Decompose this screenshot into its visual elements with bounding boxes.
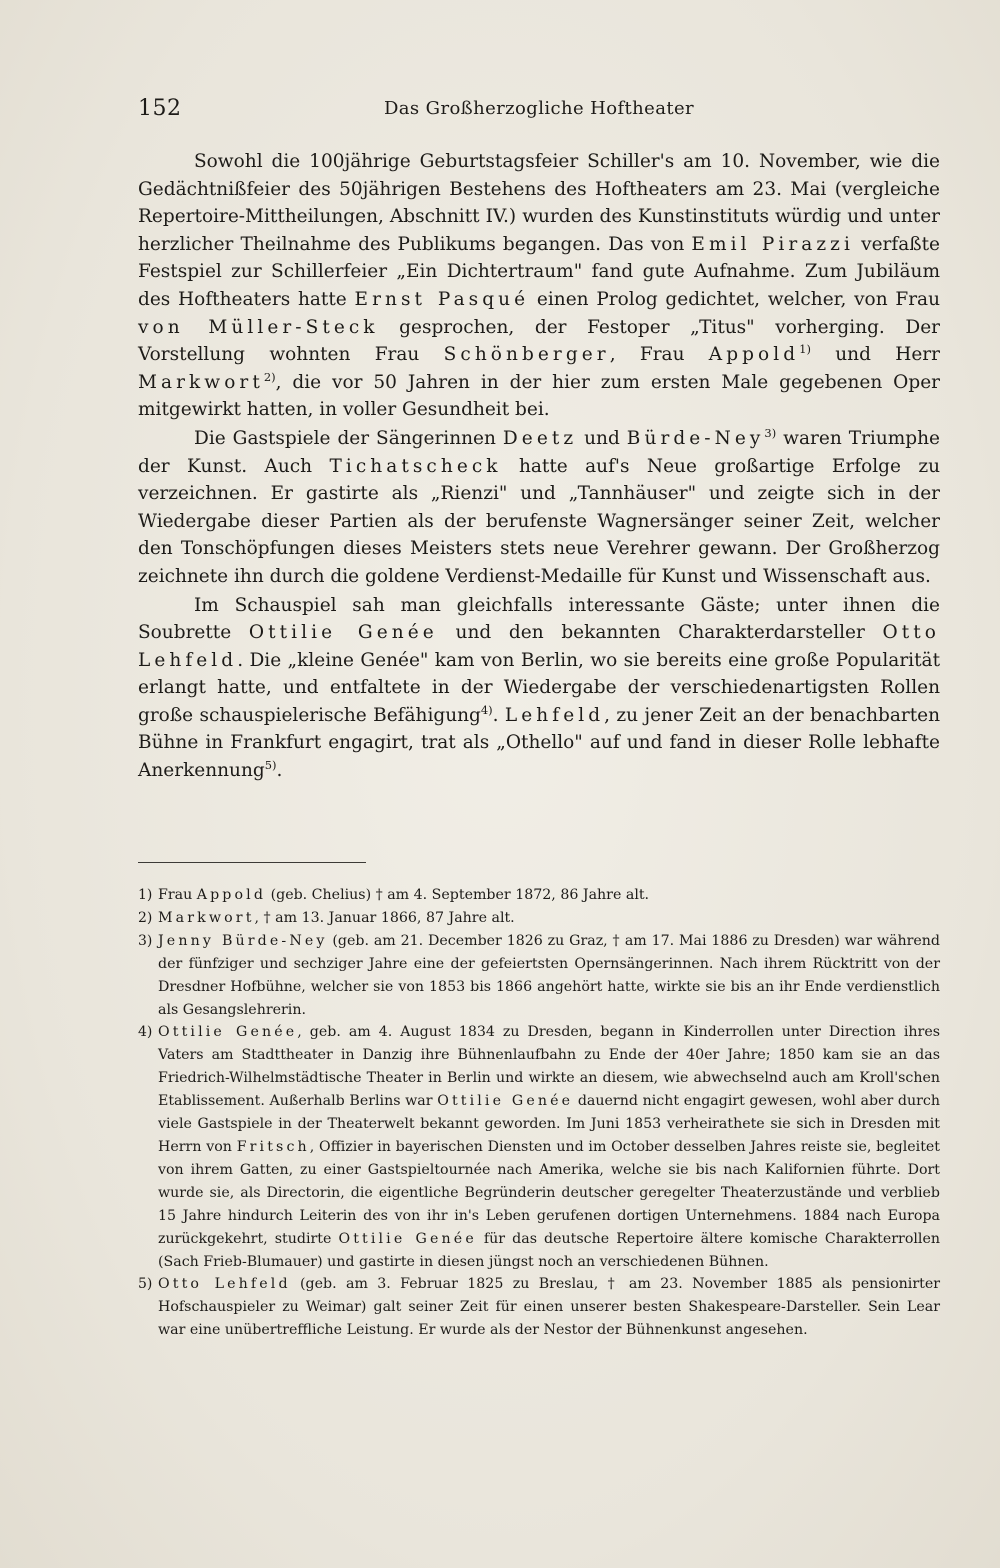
footnote-ref: 4) <box>480 702 493 717</box>
text-run: . <box>276 760 283 782</box>
text-run: Frau <box>158 887 197 903</box>
person-name: Fritsch <box>236 1138 310 1155</box>
footnote-mark: 2) <box>138 909 153 926</box>
text-run: und den bekannten Charakterdarsteller <box>437 622 883 644</box>
text-run: (geb. am 3. Februar 1825 zu Breslau, † am 23. November 1885 als pensionirter Hofschauspieler zu Weimar) galt seiner Zeit für einen unserer besten Shakespeare-Darsteller. Sein Lear war eine unübertreffliche Leistung. Er wurde als der Nestor der Bühnenkunst angesehen. <box>158 1276 941 1339</box>
text-run: verfaßte Festspiel zur Schillerfeier „Ein Dichtertraum" fand gute Aufnahme. Zum Jubiläum des Hoftheaters hatte <box>138 233 940 310</box>
footnote-divider <box>138 862 366 863</box>
text-run: waren Triumphe der Kunst. Auch <box>138 427 940 477</box>
footnote-mark: 4) <box>138 1024 153 1041</box>
person-name: Ottilie Genée <box>248 622 438 644</box>
person-name: Emil Pirazzi <box>691 233 854 255</box>
text-run: , † am 13. Januar 1866, 87 Jahre alt. <box>254 909 515 926</box>
person-name: Schönberger <box>443 344 610 366</box>
person-name: Ottilie Genée <box>338 1230 477 1247</box>
text-run: für das deutsche Repertoire ältere komische Charakterrollen (Sach Frieb-Blumauer) und gastirte in diesen jüngst noch an verschiedenen Bühnen. <box>158 1230 940 1270</box>
footnote-mark: 3) <box>138 932 153 949</box>
paragraph-1 <box>138 148 940 424</box>
footnote-ref: 2) <box>263 369 276 384</box>
footnote-ref: 3) <box>764 425 777 440</box>
text-run: (geb. am 21. December 1826 zu Graz, † am 17. Mai 1886 zu Dresden) war während der fünfziger und sechziger Jahre eine der gefeiertsten Opernsängerinnen. Nach ihrem Rücktritt von der Dresdner Hofbühne, welcher sie von 1853 bis 1866 angehört hatte, wirkte sie bis an ihr Ende verdienstlich als Gesangslehrerin. <box>158 932 940 1018</box>
text-run: (geb. Chelius) † am 4. September 1872, 86 Jahre alt. <box>266 887 650 903</box>
person-name: Bürde-Ney <box>626 427 765 449</box>
text-run: dauernd nicht engagirt gewesen, wohl aber durch viele Gastspiele in der Theaterwelt bekannt geworden. Im Juni 1853 verheirathete sie sich in Dresden mit Herrn von <box>158 1093 941 1155</box>
running-head <box>138 96 940 126</box>
footnote-ref: 1) <box>799 342 811 356</box>
footnote-ref: 5) <box>264 757 277 772</box>
text-run: Im Schauspiel sah man gleichfalls interessante Gäste; unter ihnen die Soubrette <box>138 594 940 644</box>
page-number: 152 <box>138 96 182 121</box>
footnote-mark: 5) <box>138 1276 153 1293</box>
text-run: , Frau <box>609 344 709 366</box>
footnote-4 <box>138 1021 940 1273</box>
person-name: Appold <box>196 887 267 903</box>
text-run: Sowohl die 100jährige Geburtstagsfeier Schiller's am 10. November, wie die Gedächtnißfeier des 50jährigen Bestehens des Hoftheaters am 23. Mai (vergleiche Repertoire-Mittheilungen, Abschnitt IV.) wurden des Kunstinstituts würdig und unter herzlicher Theilnahme des Publikums begangen. Das von <box>138 151 940 255</box>
text-run: hatte auf's Neue großartige Erfolge zu verzeichnen. Er gastirte als „Rienzi" und „Tannhäuser" und zeigte sich in der Wiedergabe dieser Partien als der berufenste Wagnersänger seiner Zeit, welcher den Tonschöpfungen dieses Meisters stets neue Verehrer gewann. Der Großherzog zeichnete ihn durch die goldene Verdienst-Medaille für Kunst und Wissenschaft aus. <box>138 455 940 587</box>
text-run: gesprochen, der Festoper „Titus" vorherging. Der Vorstellung wohnten Frau <box>138 316 940 366</box>
footnotes <box>138 884 940 1342</box>
text-run: , geb. am 4. August 1834 zu Dresden, begann in Kinderrollen unter Direction ihres Vaters am Stadttheater in Danzig ihre Bühnenlaufbahn zu Ende der 40er Jahre; 1850 kam sie an das Friedrich-Wilhelmstädtische Theater in Berlin und wirkte an diesem, wie abwechselnd auch am Kroll'schen Etablissement. Außerhalb Berlins war <box>158 1024 940 1110</box>
text-run: und Herr <box>810 344 940 366</box>
text-run: , zu jener Zeit an der benachbarten Bühne in Frankfurt engagirt, trat als „Othello" auf und fand in dieser Rolle lebhafte Anerkennung <box>138 704 940 782</box>
person-name: Appold <box>708 344 800 366</box>
paragraph-2 <box>138 425 940 591</box>
footnote-2 <box>138 907 940 930</box>
person-name: Ottilie Genée <box>158 1024 298 1041</box>
footnote-mark: 1) <box>138 887 153 903</box>
person-name: Otto Lehfeld <box>138 622 941 671</box>
text-run: , die vor 50 Jahren in der hier zum ersten Male gegebenen Oper mitgewirkt hatten, in voller Gesundheit bei. <box>138 371 940 421</box>
text-run: , Offizier in bayerischen Diensten und im October desselben Jahres reiste sie, begleitet von ihrem Gatten, zu einer Gastspieltournée nach Amerika, welche sie bis nach Kalifornien führte. Dort wurde sie, als Directorin, die eigentliche Begründerin deutscher geregelter Theaterzustände und verblieb 15 Jahre hindurch Leiterin des von ihr in's Leben gerufenen dortigen Unternehmens. 1884 nach Europa zurückgekehrt, studirte <box>158 1138 941 1247</box>
person-name: Tichatscheck <box>329 455 502 477</box>
person-name: Jenny Bürde-Ney <box>158 932 328 949</box>
main-text <box>138 148 940 785</box>
person-name: von Müller-Steck <box>138 316 379 338</box>
person-name: Lehfeld <box>504 704 605 726</box>
text-run: . Die „kleine Genée" kam von Berlin, wo sie bereits eine große Popularität erlangt hatte, und entfaltete in der Wiedergabe der verschiedenartigsten Rollen große schauspielerische Befähigung <box>138 649 940 726</box>
footnote-1 <box>138 884 940 907</box>
person-name: Markwort <box>158 909 255 926</box>
text-run: Die Gastspiele der Sängerinnen <box>194 427 503 449</box>
paragraph-3 <box>138 592 940 785</box>
person-name: Ottilie Genée <box>437 1093 574 1110</box>
text-run: einen Prolog gedichtet, welcher, von Frau <box>529 288 940 310</box>
person-name: Markwort <box>138 371 264 393</box>
person-name: Ernst Pasqué <box>354 288 530 310</box>
person-name: Deetz <box>502 427 578 449</box>
running-title: Das Großherzogliche Hoftheater <box>383 98 695 119</box>
text-run: und <box>577 427 627 449</box>
footnote-3 <box>138 930 940 1022</box>
text-run: . <box>492 704 505 726</box>
footnote-5 <box>138 1273 940 1342</box>
person-name: Otto Lehfeld <box>158 1276 291 1293</box>
